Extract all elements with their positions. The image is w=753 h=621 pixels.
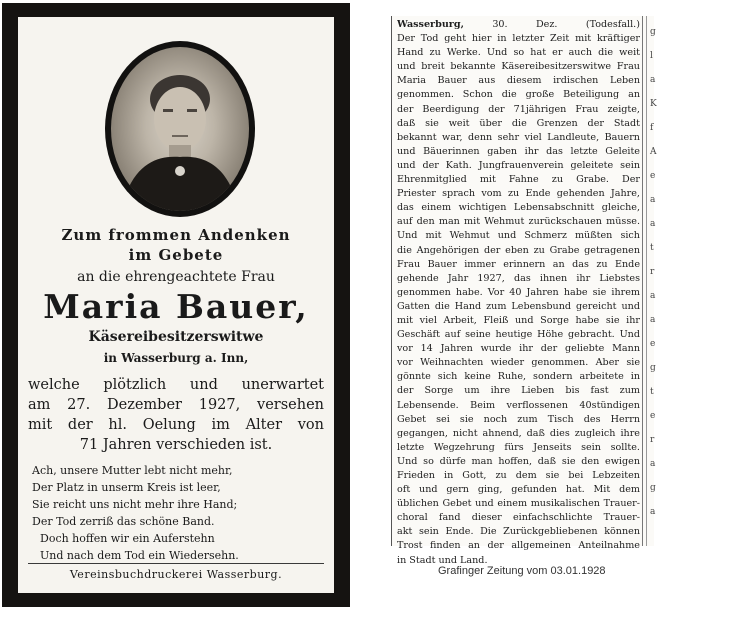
clipping-line: Und mit Wehmut und Schmerz müßten sich (397, 230, 640, 242)
clipping-line: die Angehörigen der eben zu Grabe getragenen (397, 244, 640, 256)
clipping-line: das einem wichtigen Lebensabschnitt gleiche, (397, 202, 640, 214)
neighbor-column-letter: l (650, 51, 653, 61)
neighbor-column-letter: A (650, 147, 657, 157)
neighbor-column-letter: a (650, 459, 656, 469)
clipping-line: oft und gern ging, gefunden hat. Mit dem (397, 484, 640, 496)
neighbor-column-letter: g (650, 483, 656, 493)
clipping-line: in Stadt und Land. (397, 554, 488, 566)
neighbor-column-letter: a (650, 291, 656, 301)
clipping-line: auf den man mit Wehmut zurückschauen müsse. (397, 216, 640, 228)
clipping-line: vor 14 Jahren wurde ihr der geliebte Mann (397, 343, 640, 355)
clipping-line: Frieden in Gott, zu dem sie bei Lebzeiten (397, 470, 640, 481)
neighbor-column-letter: a (650, 195, 656, 205)
clipping-line: daß sie weit über die Grenzen der Stadt (397, 117, 640, 129)
clipping-line: Trost finden an der allgemeinen Anteilnahme (397, 540, 640, 552)
clipping-line: Frau Bauer immer erinnern an das zu Ende (397, 258, 640, 270)
newspaper-clipping (392, 16, 654, 566)
clipping-border-right (646, 16, 647, 546)
verse-line: Der Tod zerriß das schöne Band. (32, 515, 215, 528)
clipping-line: Priester sprach vom zu Ende gehenden Jahre, (397, 188, 640, 200)
clipping-column-rule (642, 16, 643, 546)
clipping-caption: Grafinger Zeitung vom 03.01.1928 (438, 565, 606, 577)
clipping-line: Gatten die Hand zum Lebensbund gereicht und (397, 300, 640, 312)
neighbor-column-letter: e (650, 171, 656, 181)
neighbor-column-letter: a (650, 219, 656, 229)
clipping-line: genommen habe. Vor 40 Jahren habe sie ihrem (397, 286, 640, 298)
clipping-line: Gebet sei sie noch zum Tisch des Herrn (397, 413, 640, 425)
deceased-title: Käsereibesitzerswitwe (88, 329, 264, 345)
clipping-line: mit viel Arbeit, Fleiß und Sorge habe sie ihr (397, 314, 640, 326)
card-dedication-line: Zum frommen Andenken (61, 226, 291, 244)
clipping-line: vor Weihnachten wieder genommen. Aber sie (397, 357, 640, 369)
clipping-line: und der Kath. Jungfrauenverein geleitete sein (397, 159, 640, 171)
deceased-place: in Wasserburg a. Inn, (103, 351, 249, 365)
verse-line: Ach, unsere Mutter lebt nicht mehr, (32, 464, 233, 477)
clipping-line: üblichen Gebet und einem musikalischen Trauer- (397, 498, 640, 510)
portrait-frame (105, 41, 255, 217)
verse-line: Der Platz in unserm Kreis ist leer, (32, 481, 221, 494)
clipping-header (397, 18, 640, 32)
clipping-line: Geschäft auf seine heutige Höhe gebracht. Und (397, 329, 640, 341)
portrait-icon (111, 47, 249, 211)
clipping-line: gegangen, nicht ahnend, daß dies zugleich ihre (397, 427, 640, 439)
verse-line: Doch hoffen wir ein Auferstehn (40, 532, 215, 545)
clipping-line: bekannt war, denn sehr viel Landleute, Bauern (397, 131, 640, 143)
clipping-line: Lebensende. Beim verflossenen 40stündigen (397, 399, 640, 411)
clipping-line: Der Tod geht hier in letzter Zeit mit kräftiger (397, 33, 640, 45)
death-notice-line: welche plötzlich und unerwartet (28, 377, 324, 393)
neighbor-column-letter: a (650, 507, 656, 517)
deceased-name: Maria Bauer, (43, 287, 309, 326)
clipping-line: Ehrenmitglied mit Fahne zu Grabe. Der (397, 174, 640, 186)
clipping-line: letzte Wegzehrung fürs Jenseits sein sollte. (397, 441, 640, 453)
neighbor-column-letter: e (650, 411, 656, 421)
clipping-line: Maria Bauer aus diesem irdischen Leben (397, 75, 640, 87)
clipping-line: choral fand dieser einfachschlichte Trauer- (397, 512, 640, 524)
neighbor-column-letter: t (650, 387, 654, 397)
clipping-line: gönnte sich keine Ruhe, sondern arbeitete in (397, 371, 640, 383)
printer-imprint: Vereinsbuchdruckerei Wasserburg. (69, 568, 283, 581)
neighbor-column-letter: a (650, 315, 656, 325)
clipping-line: akt sein Ende. Die Zurückgebliebenen können (397, 526, 640, 538)
card-dedication-line-3: an die ehrengeachtete Frau (77, 269, 275, 285)
clipping-line: Hand zu Werke. Und so hat er auch die weit (397, 47, 640, 59)
clipping-article (397, 18, 640, 568)
clipping-line: genommen. Schon die große Beteiligung an (397, 89, 640, 101)
neighbor-column-letter: f (650, 123, 654, 133)
verse-line: Und nach dem Tod ein Wiedersehn. (40, 549, 239, 562)
verse-line: Sie reicht uns nicht mehr ihre Hand; (32, 498, 238, 511)
memorial-card (2, 3, 350, 607)
neighbor-column-letter: r (650, 435, 655, 445)
death-notice-line: 71 Jahren verschieden ist. (79, 437, 273, 453)
neighbor-column-letter: g (650, 27, 656, 37)
neighbor-column-letter: K (650, 99, 657, 109)
clipping-header-place: Wasserburg, (397, 19, 464, 30)
neighbor-column-letter: g (650, 363, 656, 373)
card-dedication-line-2: im Gebete (128, 246, 224, 264)
death-notice-paragraph (28, 375, 324, 455)
neighbor-column-letter: t (650, 243, 654, 253)
clipping-line: und breit bekannte Käsereibesitzerswitwe Frau (397, 61, 640, 73)
neighbor-column-letter: e (650, 339, 656, 349)
clipping-header-date: 30. Dez. (492, 19, 558, 30)
death-notice-line: am 27. Dezember 1927, versehen (28, 397, 324, 413)
neighbor-column-letter: a (650, 75, 656, 85)
clipping-line: der Beerdigung der 71jährigen Frau zeigte, (397, 103, 640, 115)
clipping-line: der Sorge um ihre Lieben bis fast zum (397, 385, 640, 397)
portrait-photo (111, 47, 249, 211)
clipping-line: und Bäuerinnen gaben ihr das letzte Geleite (397, 145, 640, 157)
clipping-line: gehende Jahr 1927, das ihnen ihr Liebstes (397, 272, 640, 284)
neighbor-column-letter: r (650, 267, 655, 277)
neighbor-column-fragment (650, 20, 660, 524)
clipping-header-kind: (Todesfall.) (585, 19, 640, 30)
death-notice-line: mit der hl. Oelung im Alter von (28, 417, 324, 433)
clipping-border-left (391, 16, 392, 546)
card-divider (28, 563, 324, 564)
clipping-line: Und so dürfe man hoffen, daß sie den ewigen (397, 455, 640, 467)
memorial-verse (32, 462, 324, 564)
